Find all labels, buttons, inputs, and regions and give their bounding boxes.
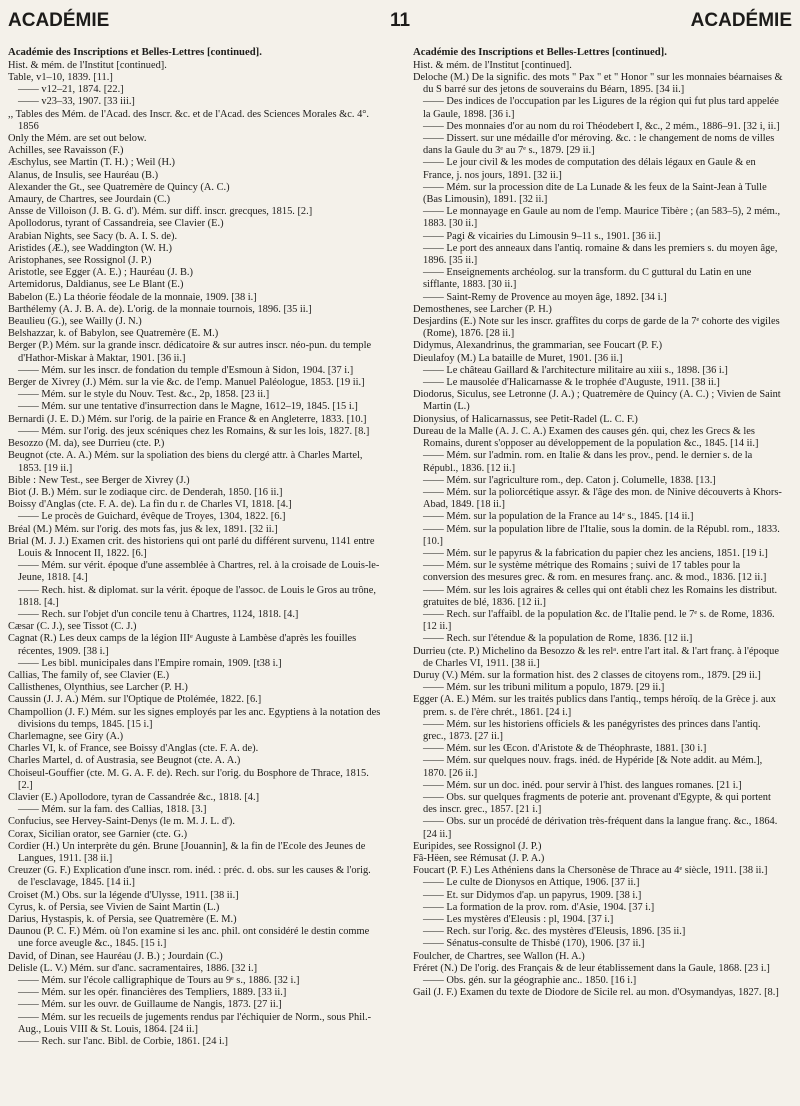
index-entry: Fâ-Hëen, see Rémusat (J. P. A.)	[413, 853, 545, 864]
index-entry: Alanus, de Insulis, see Hauréau (B.)	[8, 169, 159, 181]
index-entry: Foulcher, de Chartres, see Wallon (H. A.)	[413, 950, 585, 962]
index-entry: Only the Mém. are set out below.	[8, 133, 147, 145]
index-entry: Charles Martel, d. of Austrasia, see Beugnot (cte. A. A.)	[8, 755, 241, 767]
index-entry: Callias, The family of, see Clavier (E.)	[8, 669, 170, 681]
index-entry: Belshazzar, k. of Babylon, see Quatremère (E. M.)	[8, 328, 219, 340]
left-entries	[8, 72, 381, 1048]
right-column-title: Académie des Inscriptions et Belles-Lettres [continued].	[413, 46, 667, 58]
index-entry: Babelon (E.) La théorie féodale de la monnaie, 1909. [38 i.]	[8, 291, 257, 303]
right-column-subtitle: Hist. & mém. de l'Institut [continued].	[413, 60, 572, 71]
index-entry: Creuzer (G. F.) Explication d'une inscr. rom. inéd. : préc. d. obs. sur les causes & l'orig. de l'esclavage, 1845. [14 ii.]	[8, 865, 371, 889]
index-entry: Croiset (M.) Obs. sur la légende d'Ulysse, 1911. [38 ii.]	[8, 889, 239, 901]
index-entry: Daunou (P. C. F.) Mém. où l'on examine si les anc. phil. ont considéré le destin comme une force aveugle &c., 1845. [15 i.]	[8, 926, 370, 950]
index-entry: Caussin (J. J. A.) Mém. sur l'Optique de Ptolémée, 1822. [6.]	[8, 694, 262, 706]
index-entry: Brial (M. J. J.) Examen crit. des historiens qui ont parlé du différent survenu, 1141 entre Louis & Innocent II, 1822. [6.] —— Mém. sur vérit. époque d'une assemblée à Chartres, rel. à la croisade de Louis-le-Jeune, 1818. [4.] —— Rech. hist. & diplomat. sur la vérit. époque de l'assoc. de Louis le Gros au trône, 1818. [4.] —— Rech. sur l'objet d'un concile tenu à Chartres, 1124, 1818. [4.]	[8, 535, 380, 620]
index-entry: Cordier (H.) Un interprète du gén. Brune [Jouannin], & la fin de l'Ecole des Jeunes de Langues, 1911. [38 ii.]	[8, 840, 366, 864]
index-entry: Aristophanes, see Rossignol (J. P.)	[8, 255, 152, 267]
index-entry: Cyrus, k. of Persia, see Vivien de Saint Martin (L.)	[8, 901, 220, 913]
index-entry: Choiseul-Gouffier (cte. M. G. A. F. de). Rech. sur l'orig. du Bosphore de Thrace, 1815. [2.]	[8, 767, 369, 791]
index-entry: Champollion (J. F.) Mém. sur les signes employés par les anc. Egyptiens à la notation des divisions du temps, 1845. [15 i.]	[8, 706, 381, 730]
running-head-right: ACADÉMIE	[690, 10, 792, 31]
index-entry: Gail (J. F.) Examen du texte de Diodore de Sicile rel. au mon. d'Osymandyas, 1827. [8.]	[413, 987, 779, 999]
index-entry: Desjardins (E.) Note sur les inscr. graffites du corps de garde de la 7ᵉ cohorte des vigiles (Rome), 1876. [28 ii.]	[413, 316, 780, 340]
index-entry: Clavier (E.) Apollodore, tyran de Cassandrée &c., 1818. [4.] —— Mém. sur la fam. des Callias, 1818. [3.]	[8, 791, 260, 816]
index-entry: Amaury, de Chartres, see Jourdain (C.)	[8, 194, 171, 206]
index-entry: Besozzo (M. da), see Durrieu (cte. P.)	[8, 438, 165, 450]
left-column-subtitle: Hist. & mém. de l'Institut [continued].	[8, 60, 167, 71]
index-entry: Euripides, see Rossignol (J. P.)	[413, 840, 542, 852]
page-number: 11	[389, 10, 411, 31]
index-entry: Charles VI, k. of France, see Boissy d'Anglas (cte. F. A. de).	[8, 743, 259, 755]
index-entry: Artemidorus, Daldianus, see Le Blant (E.)	[8, 279, 184, 291]
index-entry: Boissy d'Anglas (cte. F. A. de). La fin du r. de Charles VI, 1818. [4.] —— Le procès de Guichard, évêque de Troyes, 1304, 1822. [6.]	[8, 499, 292, 523]
index-entry: Æschylus, see Martin (T. H.) ; Weil (H.)	[8, 157, 176, 169]
index-entry: Charlemagne, see Giry (A.)	[8, 730, 124, 742]
left-column-title: Académie des Inscriptions et Belles-Lettres [continued].	[8, 46, 262, 58]
left-column	[8, 46, 381, 1048]
index-entry: Deloche (M.) De la signific. des mots " Pax " et " Honor " sur les monnaies béarnaises & du S barré sur des jetons de souverains du Béarn, 1895. [34 ii.] —— Des indices de l'occupation par les Ligures de la région qui fut plus tard appelée la Gaule, 1898. [36 i.] —— Des monnaies d'or au nom du roi Théodebert I, &c., 2 mém., 1886–91. [32 i, ii.] —— Dissert. sur une médaille d'or méroving. &c. : le changement de noms de villes dans la Gaule du 3ᵉ au 7ᵉ s., 1879. [29 ii.] —— Le jour civil & les modes de computation des délais légaux en Gaule & en France, j. nos jours, 1891. [32 ii.] —— Mém. sur la procession dite de La Lunade & les feux de la Saint-Jean à Tulle (Bas Limousin), 1891. [32 ii.] —— Le monnayage en Gaule au nom de l'emp. Maurice Tibère ; (an 583–5), 2 mém., 1883. [30 ii.] —— Pagi & vicairies du Limousin 9–11 s., 1901. [36 ii.] —— Le port des anneaux dans l'antiq. romaine & dans les premiers s. du moyen âge, 1896. [35 ii.] —— Enseignements archéolog. sur la transform. du C guttural du Latin en une sifflante, 1883. [30 ii.] —— Saint-Remy de Provence au moyen âge, 1892. [34 i.]	[413, 72, 783, 303]
index-entry: Apollodorus, tyrant of Cassandreia, see Clavier (E.)	[8, 218, 224, 230]
index-entry: Corax, Sicilian orator, see Garnier (cte. G.)	[8, 828, 188, 840]
index-entry: Biot (J. B.) Mém. sur le zodiaque circ. de Denderah, 1850. [16 ii.]	[8, 486, 283, 498]
index-entry: Confucius, see Hervey-Saint-Denys (le m. M. J. L. d').	[8, 816, 235, 828]
index-entry: Ansse de Villoison (J. B. G. d'). Mém. sur diff. inscr. grecques, 1815. [2.]	[8, 206, 313, 218]
index-entry: Dureau de la Malle (A. J. C. A.) Examen des causes gén. qui, chez les Grecs & les Romains, durent s'opposer au développement de la population &c., 1845. [14 ii.] —— Mém. sur l'admin. rom. en Italie & dans les prov., pend. le dernier s. de la Républ., 1836. [12 ii.] —— Mém. sur l'agriculture rom., dep. Caton j. Columelle, 1838. [13.] —— Mém. sur la poliorcétique assyr. & l'âge des mon. de Ninive découverts à Khors-Abad, 1849. [18 ii.] —— Mém. sur la population de la France au 14ᵉ s., 1845. [14 ii.] —— Mém. sur la population libre de l'Italie, sous la domin. de la Républ. rom., 1833. [10.] —— Mém. sur le papyrus & la fabrication du papier chez les anciens, 1851. [19 i.] —— Mém. sur le système métrique des Romains ; suivi de 17 tables pour la conversion des mesures grec. & rom. en mesures franç. anc. & mod., 1836. [12 ii.] —— Mém. sur les lois agraires & celles qui ont établi chez les Romains les distribut. gratuites de blé, 1836. [12 ii.] —— Rech. sur l'affaibl. de la population &c. de l'Italie pend. le 7ᵉ s. de Rome, 1836. [12 ii.] —— Rech. sur l'étendue & la population de Rome, 1836. [12 ii.]	[413, 425, 782, 645]
index-entry: Table, v1–10, 1839. [11.] —— v12–21, 1874. [22.] —— v23–33, 1907. [33 iii.]	[8, 72, 135, 108]
index-entry: Fréret (N.) De l'orig. des Français & de leur établissement dans la Gaule, 1868. [23 i.] —— Obs. gén. sur la géographie anc.. 1850. [16 i.]	[413, 962, 770, 987]
index-entry: Duruy (V.) Mém. sur la formation hist. des 2 classes de citoyens rom., 1879. [29 ii.] —— Mém. sur les tribuni militum a populo, 1879. [29 ii.]	[413, 669, 761, 694]
index-entry: Aristotle, see Egger (A. E.) ; Hauréau (J. B.)	[8, 267, 193, 279]
index-entry: Didymus, Alexandrinus, the grammarian, see Foucart (P. F.)	[413, 340, 663, 352]
index-entry: Callisthenes, Olynthius, see Larcher (P. H.)	[8, 682, 188, 694]
index-entry: Alexander the Gt., see Quatremère de Quincy (A. C.)	[8, 181, 230, 193]
right-column	[413, 46, 786, 999]
index-entry: Demosthenes, see Larcher (P. H.)	[413, 303, 552, 315]
index-entry: Foucart (P. F.) Les Athéniens dans la Chersonèse de Thrace au 4ᵉ siècle, 1911. [38 ii.] —— Le culte de Dionysos en Attique, 1906. [37 ii.] —— Et. sur Didymos d'ap. un papyrus, 1909. [38 i.] —— La formation de la prov. rom. d'Asie, 1904. [37 i.] —— Les mystères d'Eleusis : pl, 1904. [37 i.] —— Rech. sur l'orig. &c. des mystères d'Eleusis, 1896. [35 ii.] —— Sénatus-consulte de Thisbé (170), 1906. [37 ii.]	[413, 865, 768, 950]
index-entry: Bréal (M.) Mém. sur l'orig. des mots fas, jus & lex, 1891. [32 ii.]	[8, 523, 278, 535]
index-entry: Bible : New Test., see Berger de Xivrey (J.)	[8, 474, 190, 486]
index-entry: Beaulieu (G.), see Wailly (J. N.)	[8, 316, 142, 328]
index-entry: Bernardi (J. E. D.) Mém. sur l'orig. de la pairie en France & en Angleterre, 1833. [10.] —— Mém. sur l'orig. des jeux scéniques chez les Romains, & sur les lois, 1827. [8.]	[8, 413, 370, 437]
index-entry: Berger (P.) Mém. sur la grande inscr. dédicatoire & sur autres inscr. néo-pun. du temple d'Hathor-Miskar à Maktar, 1901. [36 ii.] —— Mém. sur les inscr. de fondation du temple d'Esmoun à Sidon, 1904. [37 i.]	[8, 340, 372, 376]
index-entry: ,, Tables des Mém. de l'Acad. des Inscr. &c. et de l'Acad. des Sciences Morales &c. 4°. 1856	[8, 108, 370, 132]
running-head-left: ACADÉMIE	[8, 10, 110, 31]
index-entry: Cagnat (R.) Les deux camps de la légion IIIᵉ Auguste à Lambèse d'après les fouilles récentes, 1909. [38 i.] —— Les bibl. municipales dans l'Empire romain, 1909. [t38 i.]	[8, 633, 357, 669]
index-entry: Aristides (Æ.), see Waddington (W. H.)	[8, 242, 172, 254]
index-entry: Arabian Nights, see Sacy (b. A. I. S. de).	[8, 230, 178, 242]
index-entry: Berger de Xivrey (J.) Mém. sur la vie &c. de l'emp. Manuel Paléologue, 1853. [19 ii.] —— Mém. sur le style du Nouv. Test. &c., 2p, 1858. [23 ii.] —— Mém. sur une tentative d'insurrection dans le Magne, 1612–19, 1845. [15 i.]	[8, 377, 365, 413]
index-entry: Cæsar (C. J.), see Tissot (C. J.)	[8, 621, 137, 633]
index-entry: Delisle (L. V.) Mém. sur d'anc. sacramentaires, 1886. [32 i.] —— Mém. sur l'école calligraphique de Tours au 9ᵉ s., 1886. [32 i.] —— Mém. sur les opér. financières des Templiers, 1889. [33 ii.] —— Mém. sur les ouvr. de Guillaume de Nangis, 1873. [27 ii.] —— Mém. sur les recueils de jugements rendus par l'échiquier de Norm., sous Phil.-Aug., Louis VIII & St. Louis, 1864. [24 ii.] —— Rech. sur l'anc. Bibl. de Corbie, 1861. [24 i.]	[8, 962, 372, 1048]
index-entry: Darius, Hystaspis, k. of Persia, see Quatremère (E. M.)	[8, 914, 237, 926]
index-entry: Dieulafoy (M.) La bataille de Muret, 1901. [36 ii.] —— Le château Gaillard & l'architecture militaire au xiii s., 1898. [36 i.] —— Le mausolée d'Halicarnasse & le trophée d'Auguste, 1911. [38 ii.]	[413, 352, 728, 389]
right-entries	[413, 72, 786, 999]
index-entry: Egger (A. E.) Mém. sur les traités publics dans l'antiq., temps héroïq. de la Grèce j. aux prem. s. de l'ère chrét., 1861. [24 i.] —— Mém. sur les historiens officiels & les panégyristes des princes dans l'antiq. grec., 1873. [27 ii.] —— Mém. sur les Œcon. d'Aristote & de Théophraste, 1881. [30 i.] —— Mém. sur quelques nouv. frags. inéd. de Hypéride [& Note addit. au Mém.], 1870. [26 ii.] —— Mém. sur un doc. inéd. pour servir à l'hist. des langues romanes. [21 i.] —— Obs. sur quelques fragments de poterie ant. provenant d'Egypte, & qui portent des inscr. grec., 1857. [21 i.] —— Obs. sur un procédé de dérivation très-fréquent dans la langue franç. &c., 1864. [24 ii.]	[413, 694, 778, 840]
index-entry: David, of Dinan, see Hauréau (J. B.) ; Jourdain (C.)	[8, 950, 223, 962]
index-entry: Durrieu (cte. P.) Michelino da Besozzo & les relᵃ. entre l'art ital. & l'art franç. à l'époque de Charles VI, 1911. [38 ii.]	[413, 645, 779, 669]
page-header	[8, 10, 792, 40]
index-entry: Achilles, see Ravaisson (F.)	[8, 145, 124, 157]
index-entry: Barthélemy (A. J. B. A. de). L'orig. de la monnaie tournois, 1896. [35 ii.]	[8, 303, 312, 315]
index-entry: Diodorus, Siculus, see Letronne (J. A.) ; Quatremère de Quincy (A. C.) ; Vivien de Saint Martin (L.)	[413, 389, 781, 413]
index-entry: Beugnot (cte. A. A.) Mém. sur la spoliation des biens du clergé attr. à Charles Martel, 1853. [19 ii.]	[8, 450, 363, 474]
index-entry: Dionysius, of Halicarnassus, see Petit-Radel (L. C. F.)	[413, 413, 638, 425]
